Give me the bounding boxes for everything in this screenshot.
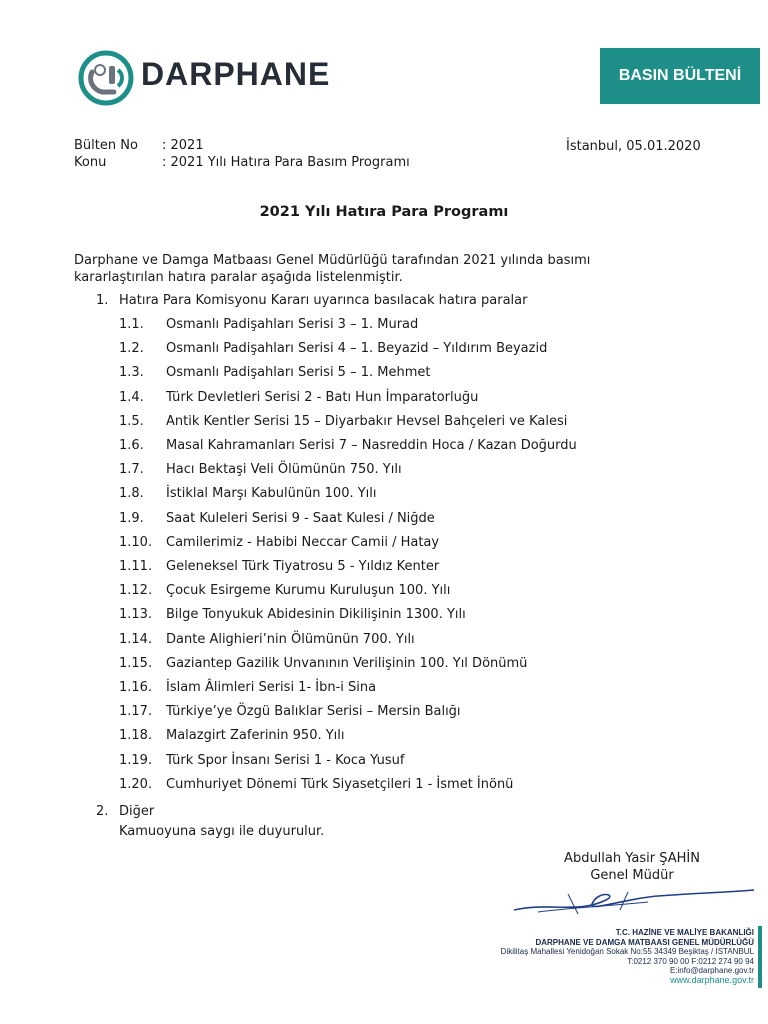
list-item-text: Cumhuriyet Dönemi Türk Siyasetçileri 1 - İsmet İnönü bbox=[166, 776, 514, 792]
list-item bbox=[0, 363, 768, 383]
list-item bbox=[0, 533, 768, 553]
list-item-number: 1.14. bbox=[119, 631, 153, 647]
list-item bbox=[0, 339, 768, 359]
list-item-text: İslam Âlimleri Serisi 1- İbn-i Sina bbox=[166, 680, 377, 695]
subject-value: : 2021 Yılı Hatıra Para Basım Programı bbox=[162, 155, 410, 170]
list-item-text: Hacı Bektaşi Veli Ölümünün 750. Yılı bbox=[166, 462, 402, 478]
list-item-number: 1.2. bbox=[119, 341, 144, 357]
signatory-title: Genel Müdür bbox=[590, 868, 674, 883]
list-item-text: Dante Alighieri’nin Ölümünün 700. Yılı bbox=[166, 631, 415, 647]
footer-organization: DARPHANE VE DAMGA MATBAASI GENEL MÜDÜRLÜĞÜ bbox=[535, 937, 754, 947]
list-item-text: Türkiye’ye Özgü Balıklar Serisi – Mersin Balığı bbox=[166, 704, 461, 720]
bulletin-no-value: : 2021 bbox=[162, 138, 204, 153]
list-item-text: Camilerimiz - Habibi Neccar Camii / Hatay bbox=[166, 534, 440, 550]
list-item-number: 1.20. bbox=[119, 776, 153, 792]
list-item bbox=[0, 775, 768, 795]
list-item-number: 1.1. bbox=[119, 317, 144, 332]
section-2-heading: Diğer bbox=[119, 804, 155, 819]
footer-address: Dikilitaş Mahallesi Yenidoğan Sokak No:55 34349 Beşiktaş / İSTANBUL bbox=[500, 947, 754, 956]
list-item-number: 1.5. bbox=[119, 413, 144, 429]
handwritten-signature bbox=[508, 880, 758, 920]
list-item-number: 1.6. bbox=[119, 438, 144, 453]
list-item-number: 1.3. bbox=[119, 365, 144, 381]
list-item-text: Çocuk Esirgeme Kurumu Kuruluşun 100. Yılı bbox=[166, 583, 451, 599]
intro-paragraph: Darphane ve Damga Matbaası Genel Müdürlüğü tarafından 2021 yılında basımı kararlaştırılan hatıra paralar aşağıda listelenmiştir. bbox=[74, 253, 591, 285]
list-item-text: Geleneksel Türk Tiyatrosu 5 - Yıldız Kenter bbox=[166, 559, 440, 574]
list-item-text: Saat Kuleleri Serisi 9 - Saat Kulesi / Niğde bbox=[166, 510, 435, 526]
document-title: 2021 Yılı Hatıra Para Programı bbox=[259, 204, 509, 220]
press-release-badge: BASIN BÜLTENİ bbox=[600, 48, 760, 104]
list-item-text: Osmanlı Padişahları Serisi 4 – 1. Beyazid – Yıldırım Beyazid bbox=[166, 341, 548, 357]
list-item bbox=[0, 581, 768, 601]
list-item bbox=[0, 509, 768, 529]
section-1-number: 1. bbox=[96, 293, 109, 308]
list-item-number: 1.19. bbox=[119, 752, 153, 768]
footer-website-link[interactable]: www.darphane.gov.tr bbox=[670, 974, 754, 985]
list-item bbox=[0, 630, 768, 650]
footer-accent-bar bbox=[758, 926, 762, 988]
signatory-name: Abdullah Yasir ŞAHİN bbox=[564, 851, 700, 866]
list-item bbox=[0, 315, 768, 335]
footer-email: E:info@darphane.gov.tr bbox=[669, 966, 754, 975]
list-item-number: 1.17. bbox=[119, 704, 153, 720]
list-item-number: 1.4. bbox=[119, 389, 144, 405]
bulletin-no-label: Bülten No bbox=[74, 138, 138, 153]
section-2-number: 2. bbox=[96, 804, 109, 819]
list-item-number: 1.8. bbox=[119, 486, 144, 502]
list-item-number: 1.15. bbox=[119, 655, 153, 671]
list-item-number: 1.11. bbox=[119, 559, 153, 574]
list-item-number: 1.18. bbox=[119, 728, 153, 744]
list-item bbox=[0, 484, 768, 504]
closing-sentence: Kamuoyuna saygı ile duyurulur. bbox=[119, 824, 325, 839]
logo-wordmark: DARPHANE bbox=[141, 56, 331, 92]
footer-contact bbox=[380, 928, 754, 985]
list-item bbox=[0, 726, 768, 746]
darphane-emblem-icon bbox=[78, 50, 134, 106]
list-item-number: 1.16. bbox=[119, 680, 153, 695]
list-item-number: 1.13. bbox=[119, 607, 153, 623]
list-item-text: Antik Kentler Serisi 15 – Diyarbakır Hevsel Bahçeleri ve Kalesi bbox=[166, 413, 568, 429]
place-date: İstanbul, 05.01.2020 bbox=[566, 139, 701, 154]
list-item bbox=[0, 678, 768, 698]
footer-ministry: T.C. HAZİNE VE MALİYE BAKANLIĞI bbox=[615, 928, 754, 937]
list-item-text: Masal Kahramanları Serisi 7 – Nasreddin Hoca / Kazan Doğurdu bbox=[166, 438, 577, 453]
list-item-number: 1.12. bbox=[119, 583, 153, 599]
darphane-logo bbox=[78, 50, 343, 106]
list-item bbox=[0, 605, 768, 625]
list-item-number: 1.9. bbox=[119, 510, 144, 526]
list-item bbox=[0, 557, 768, 577]
list-item-text: Türk Spor İnsanı Serisi 1 - Koca Yusuf bbox=[166, 752, 405, 768]
list-item bbox=[0, 460, 768, 480]
footer-phone: T:0212 370 90 00 F:0212 274 90 94 bbox=[627, 956, 754, 966]
list-item bbox=[0, 436, 768, 456]
list-item bbox=[0, 702, 768, 722]
subject-label: Konu bbox=[74, 155, 107, 170]
list-item-text: Türk Devletleri Serisi 2 - Batı Hun İmparatorluğu bbox=[166, 389, 479, 405]
list-item-number: 1.10. bbox=[119, 534, 153, 550]
list-item bbox=[0, 412, 768, 432]
list-item bbox=[0, 751, 768, 771]
list-item-text: Osmanlı Padişahları Serisi 3 – 1. Murad bbox=[166, 317, 419, 332]
section-1-heading: Hatıra Para Komisyonu Kararı uyarınca basılacak hatıra paralar bbox=[119, 293, 528, 308]
list-item bbox=[0, 388, 768, 408]
list-item-text: Gaziantep Gazilik Unvanının Verilişinin 100. Yıl Dönümü bbox=[166, 655, 528, 671]
list-item-number: 1.7. bbox=[119, 462, 144, 478]
list-item-text: Osmanlı Padişahları Serisi 5 – 1. Mehmet bbox=[166, 365, 431, 381]
list-item-text: Malazgirt Zaferinin 950. Yılı bbox=[166, 728, 345, 744]
list-item-text: İstiklal Marşı Kabulünün 100. Yılı bbox=[166, 486, 377, 502]
list-item bbox=[0, 654, 768, 674]
list-item-text: Bilge Tonyukuk Abidesinin Dikilişinin 1300. Yılı bbox=[166, 607, 466, 623]
